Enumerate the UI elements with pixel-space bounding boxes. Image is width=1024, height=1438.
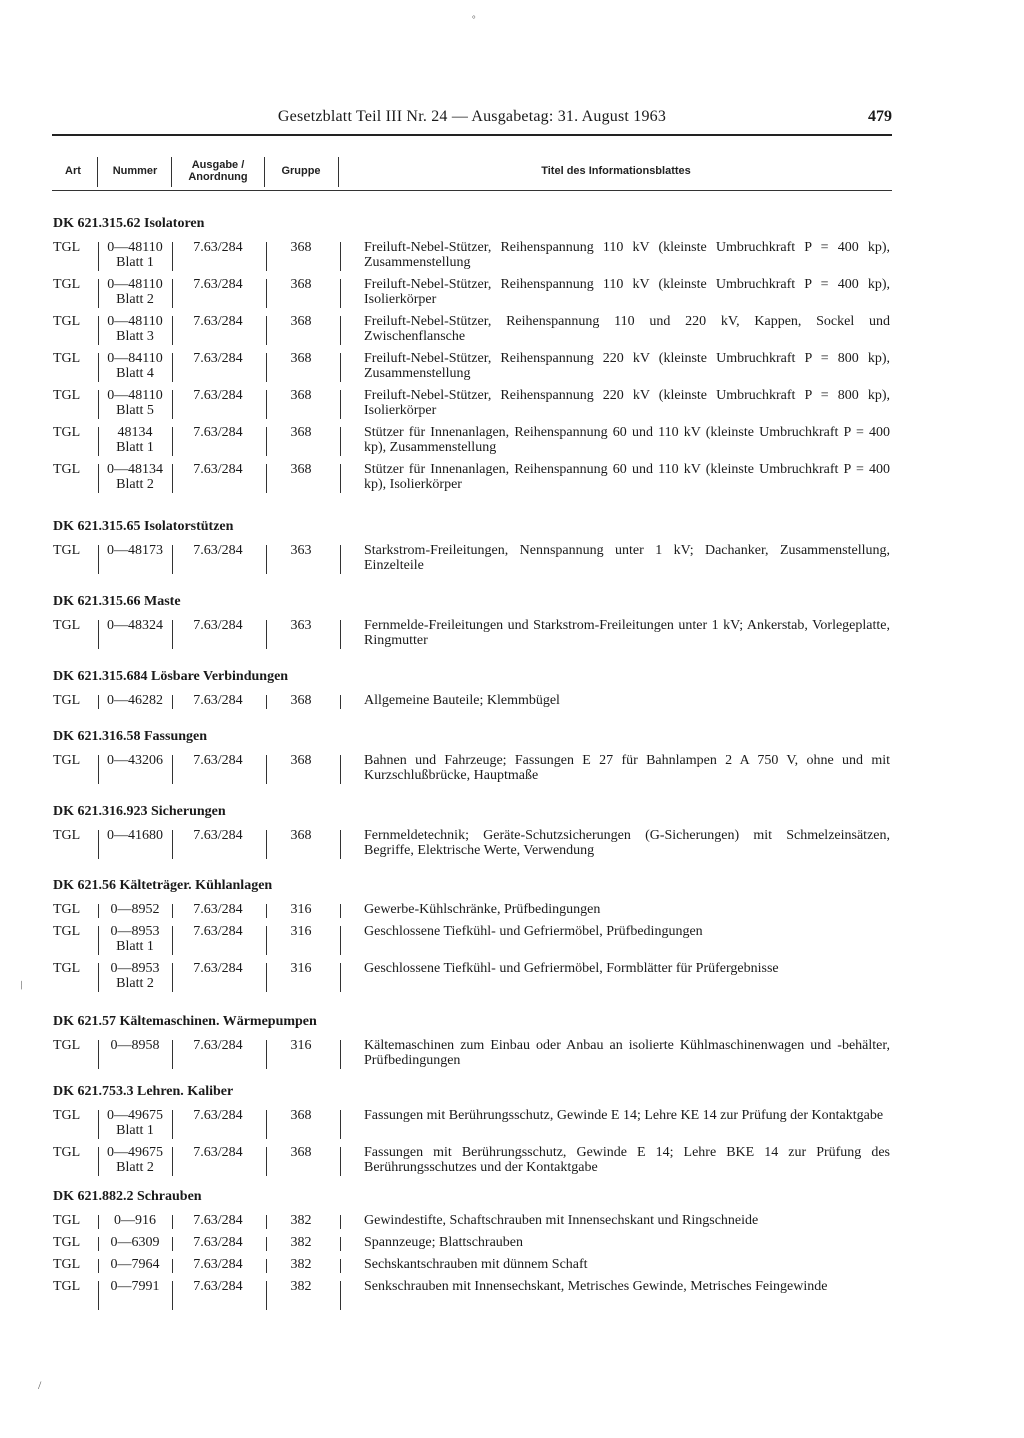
gruppe-cell: 368 (290, 351, 312, 366)
column-divider (172, 904, 173, 918)
titel-cell: Spannzeuge; Blattschrauben (364, 1235, 524, 1250)
column-divider (98, 1259, 99, 1273)
nummer-value: 0—8952 (110, 902, 160, 917)
column-divider (98, 464, 99, 493)
table-row (0, 240, 1024, 277)
gruppe-cell: 382 (290, 1257, 312, 1272)
table-row (0, 902, 1024, 924)
column-divider (340, 545, 341, 574)
column-divider (98, 316, 99, 345)
blatt-value: Blatt 1 (116, 939, 154, 954)
column-divider (266, 279, 267, 308)
nummer-value: 0—8953 (110, 961, 160, 976)
gruppe-cell: 368 (290, 425, 312, 440)
nummer-value: 0—48110 (107, 240, 163, 255)
table-row (0, 828, 1024, 865)
column-divider (172, 279, 173, 308)
gruppe-cell: 368 (290, 314, 312, 329)
titel-cell: Allgemeine Bauteile; Klemmbügel (364, 693, 560, 708)
nummer-value: 0—7964 (110, 1257, 160, 1272)
column-divider (98, 390, 99, 419)
column-divider (172, 316, 173, 345)
gruppe-cell: 363 (290, 618, 312, 633)
titel-cell: Fernmelde-Freileitungen und Starkstrom-Freileitungen unter 1 kV; Ankerstab, Vorlegeplatte, Ringmutter (364, 618, 890, 648)
column-divider (266, 830, 267, 859)
column-divider (98, 427, 99, 456)
nummer-value: 0—48134 (107, 462, 163, 477)
art-cell: TGL (53, 543, 81, 558)
column-divider (266, 1147, 267, 1176)
titel-cell: Fernmeldetechnik; Geräte-Schutzsicherungen (G-Sicherungen) mit Schmelzeinsätzen, Begriffe, Elektrische Werte, Verwendung (364, 828, 890, 858)
column-divider (98, 545, 99, 574)
column-header-ausgabe-line2: Anordnung (188, 171, 248, 183)
column-divider (340, 427, 341, 456)
gruppe-cell: 368 (290, 240, 312, 255)
table-header-rule (52, 190, 892, 191)
nummer-cell (100, 351, 170, 381)
nummer-cell (100, 1038, 170, 1053)
art-cell: TGL (53, 693, 81, 708)
ausgabe-cell: 7.63/284 (193, 828, 243, 843)
column-divider (98, 279, 99, 308)
gruppe-cell: 316 (290, 924, 312, 939)
column-divider (266, 963, 267, 992)
table-row (0, 277, 1024, 314)
nummer-cell (100, 314, 170, 344)
titel-cell: Stützer für Innenanlagen, Reihenspannung 60 und 110 kV (kleinste Umbruchkraft P = 400 kp), Isolierkörper (364, 462, 890, 492)
titel-cell: Gewindestifte, Schaftschrauben mit Innensechskant und Ringschneide (364, 1213, 759, 1228)
column-divider (98, 1040, 99, 1069)
column-divider (98, 1237, 99, 1251)
section-heading: DK 621.316.923 Sicherungen (53, 804, 226, 819)
nummer-cell (100, 462, 170, 492)
blatt-value: Blatt 3 (116, 329, 154, 344)
gruppe-cell: 368 (290, 277, 312, 292)
nummer-cell (100, 1235, 170, 1250)
nummer-value: 0—6309 (110, 1235, 160, 1250)
table-row (0, 1108, 1024, 1145)
ausgabe-cell: 7.63/284 (193, 462, 243, 477)
table-row (0, 693, 1024, 715)
column-divider (340, 755, 341, 784)
column-divider (340, 1237, 341, 1251)
table-row (0, 1257, 1024, 1279)
titel-cell: Senkschrauben mit Innensechskant, Metrisches Gewinde, Metrisches Feingewinde (364, 1279, 828, 1294)
titel-cell: Bahnen und Fahrzeuge; Fassungen E 27 für Bahnlampen 2 A 750 V, ohne und mit Kurzschlußbrücke, Hauptmaße (364, 753, 890, 783)
titel-cell: Freiluft-Nebel-Stützer, Reihenspannung 110 kV (kleinste Umbruchkraft P = 400 kp), Zusammenstellung (364, 240, 890, 270)
section-heading: DK 621.315.684 Lösbare Verbindungen (53, 669, 289, 684)
column-divider (266, 545, 267, 574)
art-cell: TGL (53, 902, 81, 917)
column-divider (340, 353, 341, 382)
ausgabe-cell: 7.63/284 (193, 277, 243, 292)
column-divider (172, 427, 173, 456)
gruppe-cell: 316 (290, 961, 312, 976)
titel-cell: Freiluft-Nebel-Stützer, Reihenspannung 110 kV (kleinste Umbruchkraft P = 400 kp), Isolierkörper (364, 277, 890, 307)
column-divider (266, 904, 267, 918)
nummer-value: 0—49675 (107, 1145, 163, 1160)
nummer-cell (100, 961, 170, 991)
column-divider (340, 904, 341, 918)
art-cell: TGL (53, 1038, 81, 1053)
column-header-ausgabe-line1: Ausgabe / (191, 159, 245, 171)
blatt-value: Blatt 4 (116, 366, 154, 381)
nummer-value: 0—48324 (107, 618, 163, 633)
nummer-value: 0—43206 (107, 753, 163, 768)
nummer-cell (100, 924, 170, 954)
column-divider (98, 695, 99, 709)
art-cell: TGL (53, 1213, 81, 1228)
column-divider (172, 1147, 173, 1176)
table-row (0, 961, 1024, 998)
column-divider (172, 242, 173, 271)
column-divider (172, 1237, 173, 1251)
column-divider (172, 353, 173, 382)
ausgabe-cell: 7.63/284 (193, 1257, 243, 1272)
art-cell: TGL (53, 388, 81, 403)
header-rule (52, 134, 892, 136)
nummer-cell (100, 425, 170, 455)
nummer-cell (100, 543, 170, 558)
column-divider (172, 620, 173, 649)
ausgabe-cell: 7.63/284 (193, 388, 243, 403)
art-cell: TGL (53, 924, 81, 939)
ausgabe-cell: 7.63/284 (193, 1038, 243, 1053)
column-divider (266, 242, 267, 271)
column-divider (98, 926, 99, 955)
art-cell: TGL (53, 351, 81, 366)
column-divider (172, 1040, 173, 1069)
column-header-ausgabe (174, 152, 262, 190)
ausgabe-cell: 7.63/284 (193, 902, 243, 917)
column-divider (340, 1215, 341, 1229)
blatt-value: Blatt 1 (116, 255, 154, 270)
art-cell: TGL (53, 462, 81, 477)
column-divider (98, 755, 99, 784)
column-divider (266, 620, 267, 649)
titel-cell: Geschlossene Tiefkühl- und Gefriermöbel, Prüfbedingungen (364, 924, 703, 939)
table-row (0, 1213, 1024, 1235)
titel-cell: Freiluft-Nebel-Stützer, Reihenspannung 220 kV (kleinste Umbruchkraft P = 800 kp), Zusammenstellung (364, 351, 890, 381)
table-row (0, 1145, 1024, 1182)
ausgabe-cell: 7.63/284 (193, 1213, 243, 1228)
blatt-value: Blatt 5 (116, 403, 154, 418)
table-row (0, 425, 1024, 462)
gruppe-cell: 316 (290, 902, 312, 917)
titel-cell: Freiluft-Nebel-Stützer, Reihenspannung 220 kV (kleinste Umbruchkraft P = 800 kp), Isolierkörper (364, 388, 890, 418)
table-row (0, 462, 1024, 499)
column-divider (98, 1147, 99, 1176)
art-cell: TGL (53, 1108, 81, 1123)
nummer-value: 48134 (117, 425, 153, 440)
nummer-value: 0—48110 (107, 277, 163, 292)
column-divider (172, 1281, 173, 1310)
column-divider (340, 620, 341, 649)
titel-cell: Geschlossene Tiefkühl- und Gefriermöbel, Formblätter für Prüfergebnisse (364, 961, 779, 976)
nummer-cell (100, 388, 170, 418)
ausgabe-cell: 7.63/284 (193, 961, 243, 976)
ausgabe-cell: 7.63/284 (193, 693, 243, 708)
column-divider (171, 157, 172, 187)
ausgabe-cell: 7.63/284 (193, 1279, 243, 1294)
table-row (0, 924, 1024, 961)
gruppe-cell: 368 (290, 462, 312, 477)
titel-cell: Stützer für Innenanlagen, Reihenspannung 60 und 110 kV (kleinste Umbruchkraft P = 400 kp), Zusammenstellung (364, 425, 890, 455)
column-divider (340, 963, 341, 992)
gruppe-cell: 382 (290, 1279, 312, 1294)
ausgabe-cell: 7.63/284 (193, 924, 243, 939)
nummer-value: 0—49675 (107, 1108, 163, 1123)
ausgabe-cell: 7.63/284 (193, 618, 243, 633)
titel-cell: Starkstrom-Freileitungen, Nennspannung unter 1 kV; Dachanker, Zusammenstellung, Einzelteile (364, 543, 890, 573)
header-title: Gesetzblatt Teil III Nr. 24 — Ausgabetag: 31. August 1963 (277, 108, 667, 125)
column-divider (266, 755, 267, 784)
table-row (0, 351, 1024, 388)
nummer-cell (100, 828, 170, 843)
column-divider (172, 695, 173, 709)
nummer-value: 0—48110 (107, 314, 163, 329)
gruppe-cell: 363 (290, 543, 312, 558)
column-divider (172, 1215, 173, 1229)
ausgabe-cell: 7.63/284 (193, 1108, 243, 1123)
column-divider (98, 242, 99, 271)
column-divider (266, 926, 267, 955)
column-divider (266, 316, 267, 345)
table-row (0, 1038, 1024, 1075)
nummer-cell (100, 618, 170, 633)
art-cell: TGL (53, 961, 81, 976)
nummer-value: 0—7991 (110, 1279, 160, 1294)
gruppe-cell: 368 (290, 753, 312, 768)
column-divider (340, 464, 341, 493)
titel-cell: Fassungen mit Berührungsschutz, Gewinde E 14; Lehre KE 14 zur Prüfung der Kontaktgabe (364, 1108, 884, 1123)
table-row (0, 618, 1024, 655)
ausgabe-cell: 7.63/284 (193, 351, 243, 366)
blatt-value: Blatt 2 (116, 292, 154, 307)
blatt-value: Blatt 2 (116, 976, 154, 991)
art-cell: TGL (53, 425, 81, 440)
section-heading: DK 621.316.58 Fassungen (53, 729, 208, 744)
nummer-value: 0—48173 (107, 543, 163, 558)
column-divider (340, 1110, 341, 1139)
nummer-cell (100, 1279, 170, 1294)
nummer-value: 0—916 (114, 1213, 156, 1228)
column-divider (340, 279, 341, 308)
titel-cell: Freiluft-Nebel-Stützer, Reihenspannung 110 und 220 kV, Kappen, Sockel und Zwischenflansche (364, 314, 890, 344)
ausgabe-cell: 7.63/284 (193, 314, 243, 329)
column-divider (97, 157, 98, 187)
column-divider (340, 1147, 341, 1176)
column-divider (266, 1281, 267, 1310)
page-header (52, 108, 892, 134)
gruppe-cell: 368 (290, 1145, 312, 1160)
ausgabe-cell: 7.63/284 (193, 425, 243, 440)
column-divider (172, 755, 173, 784)
column-divider (340, 390, 341, 419)
titel-cell: Kältemaschinen zum Einbau oder Anbau an isolierte Kühlmaschinenwagen und -behälter, Prüfbedingungen (364, 1038, 890, 1068)
column-divider (266, 695, 267, 709)
column-divider (340, 1040, 341, 1069)
column-divider (266, 464, 267, 493)
nummer-cell (100, 277, 170, 307)
column-divider (266, 1110, 267, 1139)
section-heading: DK 621.57 Kältemaschinen. Wärmepumpen (53, 1014, 317, 1029)
column-divider (172, 545, 173, 574)
art-cell: TGL (53, 277, 81, 292)
column-divider (266, 1237, 267, 1251)
column-divider (172, 390, 173, 419)
column-divider (98, 1281, 99, 1310)
art-cell: TGL (53, 1145, 81, 1160)
section-heading: DK 621.753.3 Lehren. Kaliber (53, 1084, 234, 1099)
table-row (0, 753, 1024, 790)
column-divider (172, 963, 173, 992)
column-divider (98, 830, 99, 859)
column-divider (266, 1259, 267, 1273)
ausgabe-cell: 7.63/284 (193, 1145, 243, 1160)
column-divider (340, 926, 341, 955)
column-divider (340, 1281, 341, 1310)
print-speck: ° (472, 14, 476, 24)
table-row (0, 543, 1024, 580)
blatt-value: Blatt 1 (116, 440, 154, 455)
column-divider (98, 620, 99, 649)
gruppe-cell: 382 (290, 1235, 312, 1250)
column-divider (98, 963, 99, 992)
gruppe-cell: 368 (290, 1108, 312, 1123)
ausgabe-cell: 7.63/284 (193, 543, 243, 558)
column-divider (172, 464, 173, 493)
blatt-value: Blatt 2 (116, 477, 154, 492)
column-divider (98, 904, 99, 918)
table-row (0, 388, 1024, 425)
nummer-value: 0—8958 (110, 1038, 160, 1053)
column-divider (340, 695, 341, 709)
gruppe-cell: 316 (290, 1038, 312, 1053)
titel-cell: Fassungen mit Berührungsschutz, Gewinde E 14; Lehre BKE 14 zur Prüfung des Berührungsschutzes und der Kontaktgabe (364, 1145, 890, 1175)
column-divider (266, 353, 267, 382)
column-divider (338, 157, 339, 187)
column-header-titel: Titel des Informationsblattes (541, 165, 691, 177)
nummer-cell (100, 902, 170, 917)
titel-cell: Sechskantschrauben mit dünnem Schaft (364, 1257, 588, 1272)
nummer-cell (100, 693, 170, 708)
column-divider (172, 926, 173, 955)
blatt-value: Blatt 1 (116, 1123, 154, 1138)
art-cell: TGL (53, 314, 81, 329)
nummer-value: 0—46282 (107, 693, 163, 708)
column-divider (340, 242, 341, 271)
art-cell: TGL (53, 1235, 81, 1250)
section-heading: DK 621.315.66 Maste (53, 594, 181, 609)
nummer-cell (100, 1145, 170, 1175)
art-cell: TGL (53, 1257, 81, 1272)
column-divider (172, 830, 173, 859)
art-cell: TGL (53, 1279, 81, 1294)
column-divider (266, 427, 267, 456)
blatt-value: Blatt 2 (116, 1160, 154, 1175)
nummer-cell (100, 1257, 170, 1272)
column-divider (172, 1259, 173, 1273)
art-cell: TGL (53, 618, 81, 633)
column-divider (340, 1259, 341, 1273)
margin-mark: / (38, 1378, 42, 1392)
nummer-value: 0—8953 (110, 924, 160, 939)
column-divider (98, 1215, 99, 1229)
nummer-cell (100, 1213, 170, 1228)
nummer-value: 0—41680 (107, 828, 163, 843)
art-cell: TGL (53, 753, 81, 768)
gruppe-cell: 382 (290, 1213, 312, 1228)
column-divider (340, 830, 341, 859)
column-header-nummer: Nummer (112, 165, 158, 177)
gruppe-cell: 368 (290, 693, 312, 708)
section-heading: DK 621.315.65 Isolatorstützen (53, 519, 234, 534)
ausgabe-cell: 7.63/284 (193, 1235, 243, 1250)
column-divider (340, 316, 341, 345)
column-divider (98, 1110, 99, 1139)
ausgabe-cell: 7.63/284 (193, 240, 243, 255)
section-heading: DK 621.315.62 Isolatoren (53, 216, 205, 231)
nummer-value: 0—48110 (107, 388, 163, 403)
art-cell: TGL (53, 240, 81, 255)
margin-mark: / (17, 977, 26, 993)
column-divider (98, 353, 99, 382)
section-heading: DK 621.882.2 Schrauben (53, 1189, 202, 1204)
column-divider (266, 1215, 267, 1229)
table-row (0, 314, 1024, 351)
nummer-value: 0—84110 (107, 351, 163, 366)
gruppe-cell: 368 (290, 828, 312, 843)
column-divider (266, 1040, 267, 1069)
column-divider (264, 157, 265, 187)
art-cell: TGL (53, 828, 81, 843)
table-row (0, 1279, 1024, 1316)
column-header-gruppe: Gruppe (281, 165, 321, 177)
column-divider (172, 1110, 173, 1139)
nummer-cell (100, 753, 170, 768)
gruppe-cell: 368 (290, 388, 312, 403)
section-heading: DK 621.56 Kälteträger. Kühlanlagen (53, 878, 273, 893)
page-number: 479 (868, 108, 892, 125)
titel-cell: Gewerbe-Kühlschränke, Prüfbedingungen (364, 902, 601, 917)
nummer-cell (100, 240, 170, 270)
table-row (0, 1235, 1024, 1257)
nummer-cell (100, 1108, 170, 1138)
column-header-art: Art (65, 165, 81, 177)
ausgabe-cell: 7.63/284 (193, 753, 243, 768)
column-divider (266, 390, 267, 419)
